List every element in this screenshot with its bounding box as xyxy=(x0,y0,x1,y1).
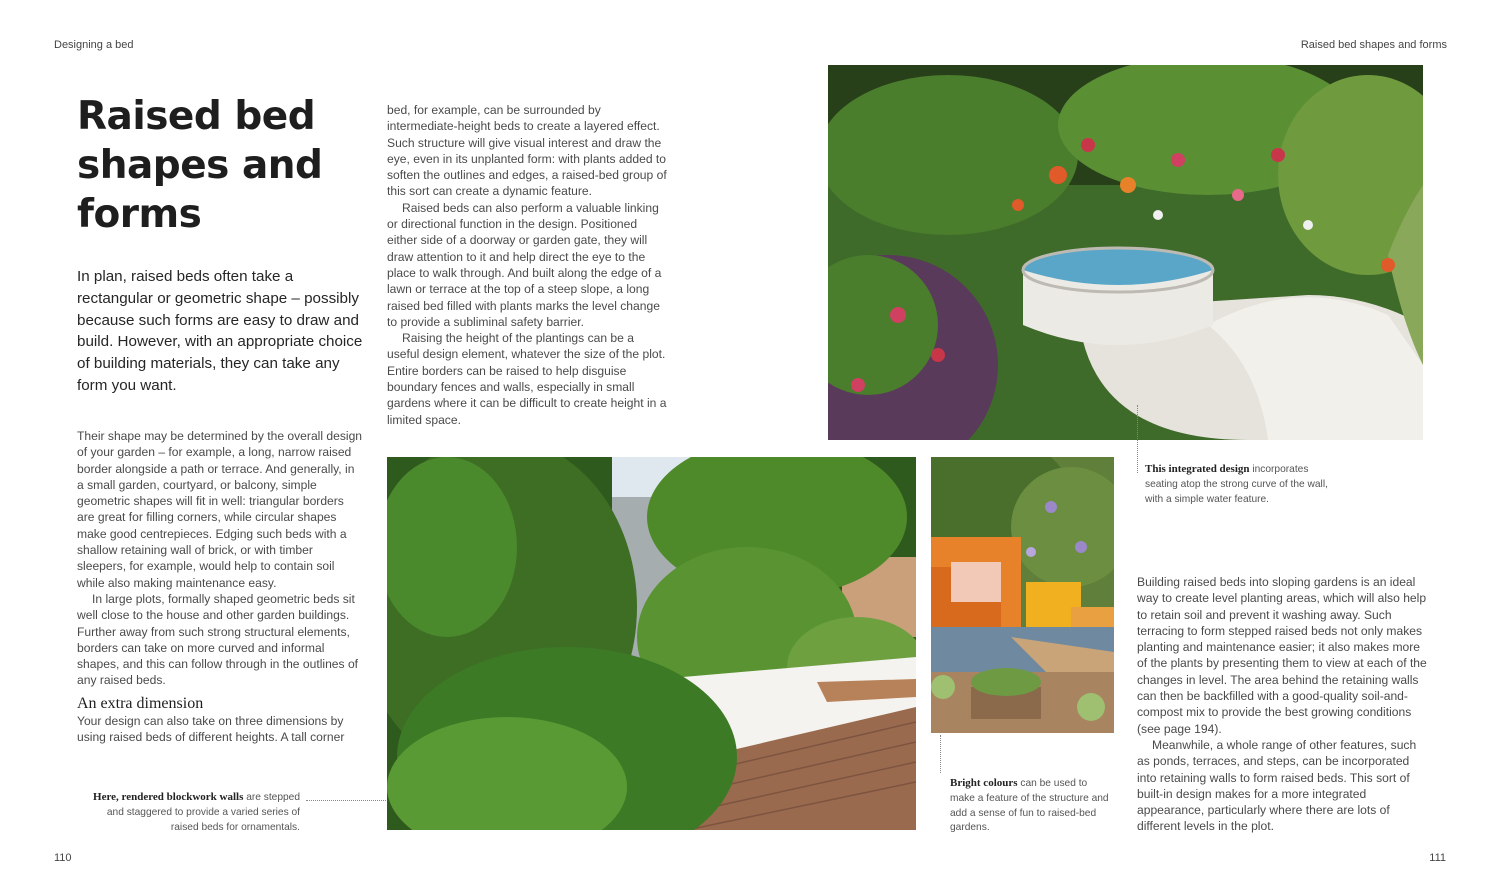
body-paragraph: Meanwhile, a whole range of other features, such as ponds, terraces, and steps, can be incorporated into retaining walls to form raised beds. This sort of built-in design makes for a more integrated appearance, particularly where there are lots of different levels in the plot. xyxy=(1137,737,1417,834)
caption-leader-line xyxy=(306,800,386,801)
intro-paragraph: In plan, raised beds often take a rectangular or geometric shape – possibly because such forms are easy to draw and build. However, with an appropriate choice of building materials, they can take any form you want. xyxy=(77,268,363,394)
body-column-1 xyxy=(77,428,363,745)
running-header-right: Raised bed shapes and forms xyxy=(1300,39,1447,51)
page-title: Raised bed shapes and forms xyxy=(77,94,323,237)
caption-lead: Bright colours xyxy=(950,777,1018,789)
body-column-3 xyxy=(1137,574,1427,835)
caption-bright-colours xyxy=(950,776,1110,836)
caption-blockwork xyxy=(82,790,300,835)
body-paragraph: Raised beds can also perform a valuable linking or directional function in the design. Positioned either side of a doorway or garden gate, they will draw attention to it and help direct the eye to the place to walk through. And built along the edge of a lawn or terrace at the top of a steep slope, a long raised bed filled with plants marks the level change to provide a subliminal safety barrier. xyxy=(387,200,662,329)
caption-text: can be used to make a feature of the structure and add a sense of fun to raised-bed gardens. xyxy=(950,778,1109,834)
page-number-left: 110 xyxy=(54,852,72,864)
caption-leader-line xyxy=(940,735,941,773)
caption-integrated-design xyxy=(1145,462,1330,507)
body-paragraph: Building raised beds into sloping gardens is an ideal way to create level planting areas, which will also help to retain soil and prevent it washing away. Such terracing to form stepped raised beds not only makes planting and maintenance easier; it also makes more of the plants by presenting them to view at each of the changes in level. The area behind the retaining walls can then be backfilled with a good-quality soil-and-compost mix to provide the best growing conditions (see page 194). xyxy=(1137,575,1427,736)
body-column-2 xyxy=(387,102,669,428)
caption-text: are stepped and staggered to provide a varied series of raised beds for ornamentals. xyxy=(106,792,300,833)
running-header-left: Designing a bed xyxy=(54,39,134,51)
page-number-right: 111 xyxy=(1429,852,1446,864)
body-paragraph: In large plots, formally shaped geometric beds sit well close to the house and other garden buildings. Further away from such strong structural elements, borders can take on more curved and informal shapes, and this can follow through in the outlines of any raised beds. xyxy=(77,591,359,688)
body-paragraph: bed, for example, can be surrounded by intermediate-height beds to create a layered effect. Such structure will give visual interest and draw the eye, even in its unplanted form: with plants added to soften the outlines and edges, a raised-bed group of this sort can create a dynamic feature. xyxy=(387,103,667,199)
body-paragraph: Their shape may be determined by the overall design of your garden – for example, a long, narrow raised border alongside a path or terrace. And generally, in a small garden, courtyard, or balcony, simple geometric shapes will fit in well: triangular borders are great for filling corners, while circular shapes make good centrepieces. Edging such beds with a shallow retaining wall of brick, or with timber sleepers, for example, would help to contain soil while also making maintenance easy. xyxy=(77,429,363,590)
caption-lead: Here, rendered blockwork walls xyxy=(93,791,244,803)
photo-bright-colours xyxy=(931,457,1114,733)
photo-water-feature xyxy=(828,65,1423,440)
subheading: An extra dimension xyxy=(77,694,204,712)
caption-text: incorporates seating atop the strong curve of the wall, with a simple water feature. xyxy=(1145,464,1328,505)
body-paragraph: Raising the height of the plantings can be a useful design element, whatever the size of the plot. Entire borders can be raised to help disguise boundary fences and walls, especially in small gardens where it can be difficult to create height in a limited space. xyxy=(387,331,667,427)
caption-lead: This integrated design xyxy=(1145,463,1250,475)
photo-rendered-blockwork-walls xyxy=(387,457,916,830)
body-paragraph: Your design can also take on three dimensions by using raised beds of different heights. A tall corner xyxy=(77,713,345,745)
caption-leader-line xyxy=(1137,405,1138,473)
